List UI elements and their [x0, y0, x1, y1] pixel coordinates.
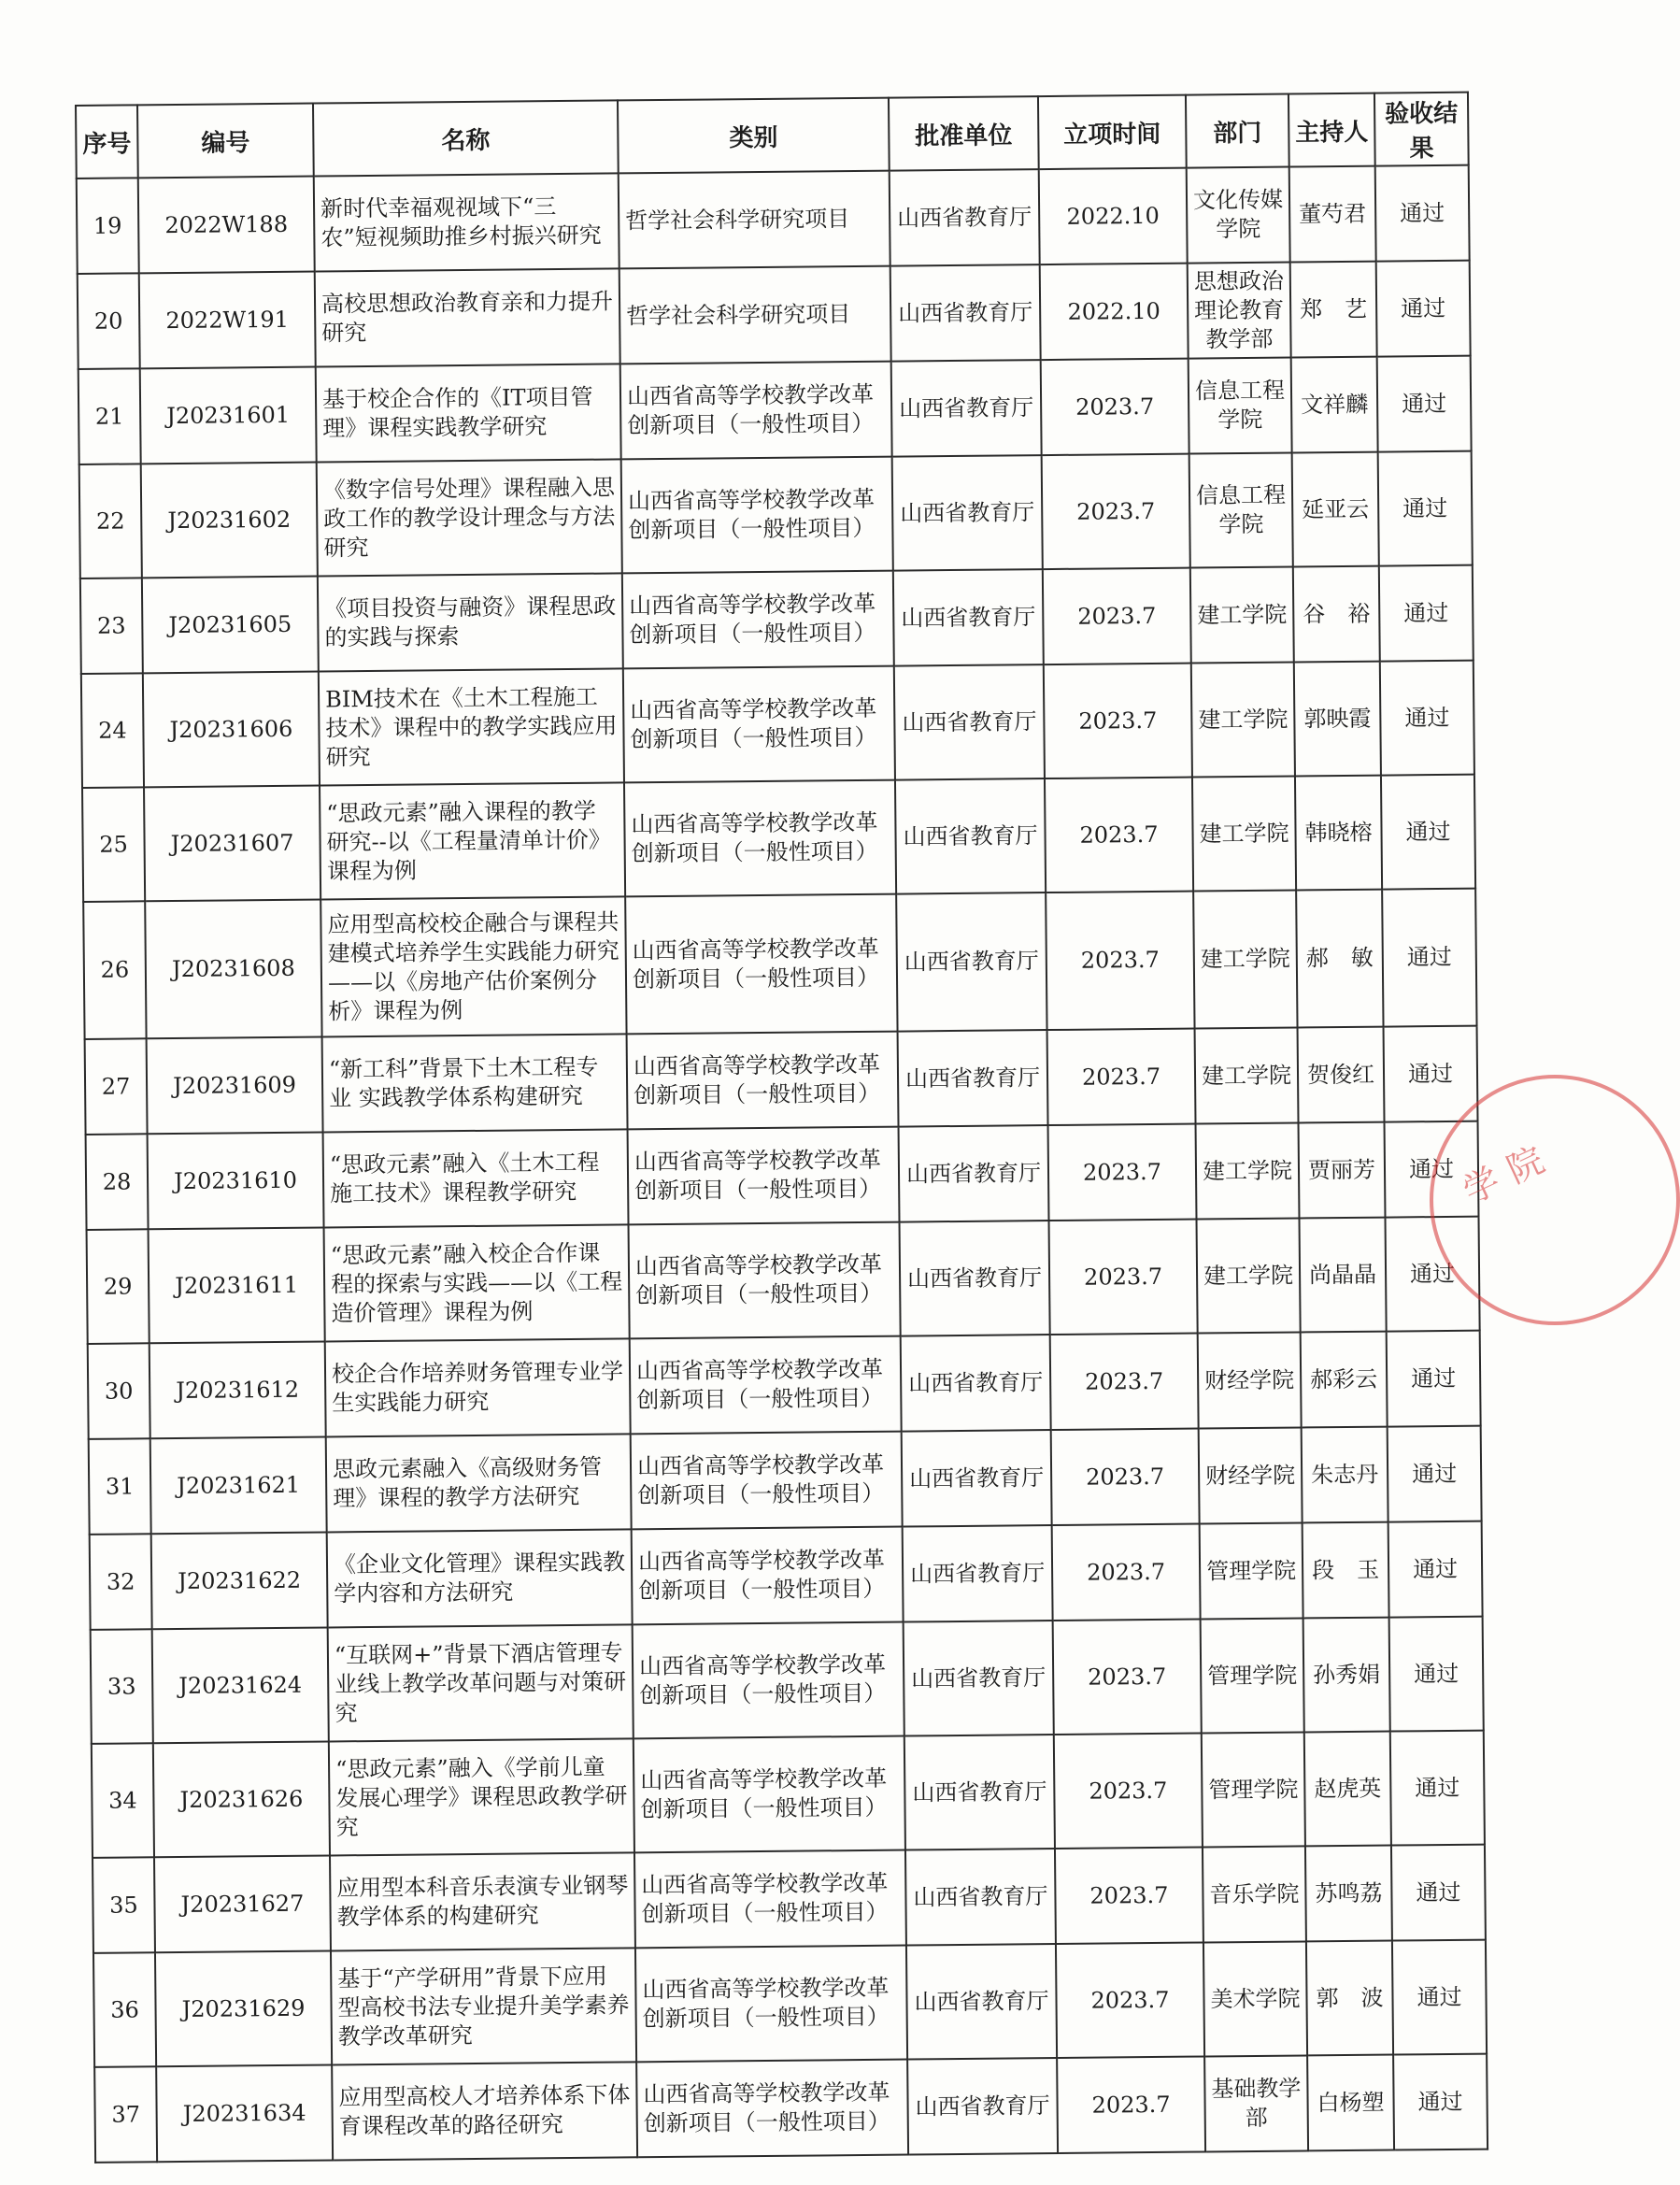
cell-result: 通过 — [1379, 565, 1474, 662]
cell-approver: 山西省教育厅 — [890, 169, 1040, 266]
cell-approver: 山西省教育厅 — [890, 264, 1041, 362]
cell-category: 哲学社会科学研究项目 — [619, 171, 890, 269]
cell-dept: 建工学院 — [1190, 567, 1294, 664]
cell-seq: 30 — [88, 1343, 150, 1439]
cell-dept: 音乐学院 — [1203, 1846, 1306, 1942]
cell-host: 白杨塑 — [1307, 2055, 1394, 2151]
table-row — [93, 1845, 1486, 1953]
cell-seq: 25 — [82, 787, 145, 902]
cell-code: J20231605 — [142, 577, 319, 674]
cell-seq: 36 — [93, 1952, 156, 2067]
cell-name: 思政元素融入《高级财务管理》课程的教学方法研究 — [326, 1434, 632, 1532]
cell-result: 通过 — [1384, 1026, 1478, 1122]
header-result: 验收结果 — [1374, 93, 1469, 166]
cell-date: 2023.7 — [1042, 454, 1190, 570]
cell-date: 2023.7 — [1053, 1620, 1202, 1735]
cell-name: “思政元素”融入课程的教学研究--以《工程量清单计价》课程为例 — [320, 782, 625, 899]
table-row — [87, 1217, 1480, 1344]
cell-result: 通过 — [1387, 1331, 1481, 1427]
cell-host: 尚晶晶 — [1299, 1218, 1386, 1333]
cell-host: 文祥麟 — [1291, 357, 1378, 453]
header-code: 编号 — [137, 104, 314, 179]
cell-name: “思政元素”融入校企合作课程的探索与实践——以《工程造价管理》课程为例 — [324, 1224, 630, 1341]
cell-result: 通过 — [1389, 1617, 1484, 1732]
cell-category: 山西省高等学校教学改革创新项目（一般性项目） — [632, 1527, 904, 1625]
cell-approver: 山西省教育厅 — [894, 664, 1045, 780]
header-row — [76, 93, 1469, 179]
cell-category: 山西省高等学校教学改革创新项目（一般性项目） — [629, 1222, 901, 1339]
cell-date: 2023.7 — [1051, 1429, 1200, 1526]
cell-code: J20231608 — [145, 900, 321, 1039]
cell-host: 朱志丹 — [1302, 1427, 1388, 1523]
cell-host: 韩晓榕 — [1295, 776, 1382, 891]
document-sheet — [75, 92, 1486, 2140]
cell-name: 新时代幸福观视域下“三农”短视频助推乡村振兴研究 — [314, 173, 619, 271]
table-row — [89, 1426, 1482, 1535]
cell-approver: 山西省教育厅 — [904, 1621, 1054, 1736]
cell-date: 2023.7 — [1049, 1220, 1198, 1335]
header-name: 名称 — [313, 100, 619, 176]
table-row — [78, 261, 1471, 369]
cell-approver: 山西省教育厅 — [907, 2058, 1058, 2155]
cell-result: 通过 — [1388, 1426, 1482, 1522]
cell-name: 基于校企合作的《IT项目管理》课程实践教学研究 — [316, 364, 621, 462]
cell-code: J20231606 — [143, 672, 320, 788]
cell-date: 2022.10 — [1039, 168, 1188, 265]
cell-host: 段 玉 — [1303, 1522, 1389, 1619]
header-seq: 序号 — [76, 105, 138, 179]
cell-code: J20231624 — [152, 1627, 329, 1743]
cell-seq: 24 — [81, 673, 144, 788]
cell-host: 郝彩云 — [1301, 1332, 1388, 1428]
cell-approver: 山西省教育厅 — [906, 1944, 1057, 2060]
cell-approver: 山西省教育厅 — [904, 1735, 1055, 1850]
cell-seq: 29 — [87, 1229, 149, 1344]
table-row — [77, 165, 1470, 274]
cell-dept: 财经学院 — [1198, 1332, 1302, 1428]
table-row — [85, 1026, 1478, 1135]
cell-result: 通过 — [1380, 661, 1474, 776]
cell-dept: 思想政治理论教育教学部 — [1188, 263, 1291, 359]
cell-seq: 20 — [78, 273, 140, 369]
header-approver: 批准单位 — [889, 96, 1039, 171]
cell-seq: 23 — [80, 578, 143, 674]
cell-dept: 管理学院 — [1200, 1522, 1303, 1619]
table-row — [92, 1731, 1485, 1858]
cell-code: J20231627 — [154, 1855, 331, 1952]
cell-host: 苏鸣荔 — [1305, 1846, 1392, 1942]
cell-host: 郝 敏 — [1296, 890, 1383, 1028]
cell-name: 应用型高校校企融合与课程共建模式培养学生实践能力研究——以《房地产估价案例分析》课程为例 — [320, 896, 626, 1036]
table-row — [78, 356, 1472, 464]
cell-category: 山西省高等学校教学改革创新项目（一般性项目） — [621, 457, 893, 574]
cell-dept: 文化传媒学院 — [1187, 167, 1290, 264]
cell-name: 基于“产学研用”背景下应用型高校书法专业提升美学素养教学改革研究 — [331, 1948, 636, 2064]
cell-result: 通过 — [1390, 1731, 1485, 1846]
cell-code: J20231610 — [148, 1133, 324, 1230]
cell-code: J20231634 — [156, 2064, 333, 2162]
cell-approver: 山西省教育厅 — [899, 1125, 1049, 1222]
cell-category: 山西省高等学校教学改革创新项目（一般性项目） — [620, 362, 892, 460]
cell-result: 通过 — [1378, 451, 1473, 566]
cell-host: 谷 裕 — [1293, 566, 1380, 663]
cell-dept: 信息工程学院 — [1189, 358, 1292, 454]
cell-result: 通过 — [1391, 1845, 1486, 1941]
cell-date: 2023.7 — [1056, 1942, 1204, 2058]
cell-seq: 34 — [92, 1743, 154, 1858]
cell-category: 山西省高等学校教学改革创新项目（一般性项目） — [627, 1032, 899, 1130]
cell-host: 赵虎英 — [1304, 1732, 1391, 1847]
table-row — [93, 1940, 1487, 2067]
cell-dept: 管理学院 — [1201, 1618, 1304, 1733]
cell-name: 《数字信号处理》课程融入思政工作的教学设计理念与方法研究 — [317, 459, 622, 576]
cell-category: 山西省高等学校教学改革创新项目（一般性项目） — [633, 1622, 904, 1739]
cell-category: 山西省高等学校教学改革创新项目（一般性项目） — [628, 1127, 900, 1225]
cell-code: 2022W188 — [138, 177, 315, 274]
cell-result: 通过 — [1381, 775, 1475, 890]
cell-category: 山西省高等学校教学改革创新项目（一般性项目） — [625, 894, 897, 1035]
cell-approver: 山西省教育厅 — [895, 778, 1046, 894]
cell-code: J20231601 — [140, 367, 317, 464]
cell-code: J20231626 — [153, 1741, 330, 1857]
cell-result: 通过 — [1393, 2054, 1488, 2150]
table-row — [81, 661, 1474, 788]
cell-date: 2023.7 — [1052, 1524, 1201, 1621]
cell-dept: 建工学院 — [1196, 1122, 1300, 1219]
cell-result: 通过 — [1382, 889, 1476, 1027]
cell-category: 山西省高等学校教学改革创新项目（一般性项目） — [635, 1946, 907, 2063]
cell-date: 2023.7 — [1045, 778, 1193, 893]
cell-seq: 22 — [79, 464, 142, 578]
cell-seq: 31 — [89, 1438, 151, 1535]
cell-category: 山西省高等学校教学改革创新项目（一般性项目） — [636, 2060, 908, 2158]
cell-date: 2023.7 — [1043, 568, 1191, 665]
header-host: 主持人 — [1288, 93, 1375, 167]
cell-code: J20231602 — [141, 463, 318, 578]
cell-dept: 建工学院 — [1192, 776, 1296, 891]
cell-category: 山西省高等学校教学改革创新项目（一般性项目） — [622, 571, 894, 669]
table-row — [91, 1617, 1484, 1744]
cell-approver: 山西省教育厅 — [892, 455, 1043, 571]
cell-approver: 山西省教育厅 — [891, 360, 1042, 457]
cell-dept: 建工学院 — [1193, 890, 1297, 1028]
cell-seq: 33 — [91, 1629, 153, 1744]
cell-date: 2022.10 — [1040, 264, 1189, 361]
cell-date: 2023.7 — [1046, 892, 1194, 1031]
cell-host: 孙秀娟 — [1303, 1618, 1390, 1733]
cell-code: J20231607 — [144, 786, 320, 902]
cell-code: J20231622 — [151, 1532, 328, 1629]
cell-code: J20231629 — [155, 1950, 332, 2066]
table-row — [82, 775, 1475, 902]
cell-name: 应用型本科音乐表演专业钢琴教学体系的构建研究 — [330, 1852, 635, 1950]
table-row — [86, 1121, 1479, 1230]
cell-dept: 建工学院 — [1197, 1218, 1301, 1333]
cell-result: 通过 — [1376, 261, 1471, 357]
cell-code: J20231611 — [149, 1227, 325, 1343]
cell-name: “思政元素”融入《土木工程施工技术》课程教学研究 — [323, 1129, 629, 1227]
cell-date: 2023.7 — [1048, 1124, 1197, 1221]
cell-approver: 山西省教育厅 — [902, 1430, 1052, 1527]
cell-code: 2022W191 — [139, 272, 316, 369]
cell-seq: 28 — [86, 1134, 149, 1230]
cell-seq: 27 — [85, 1038, 148, 1135]
cell-result: 通过 — [1385, 1217, 1479, 1332]
cell-dept: 美术学院 — [1203, 1941, 1307, 2056]
cell-name: 高校思想政治教育亲和力提升研究 — [315, 268, 620, 366]
cell-name: “新工科”背景下土木工程专业 实践教学体系构建研究 — [322, 1034, 628, 1132]
cell-dept: 信息工程学院 — [1189, 453, 1293, 568]
cell-host: 郭 波 — [1306, 1941, 1393, 2056]
cell-name: BIM技术在《土木工程施工技术》课程中的教学实践应用研究 — [319, 668, 624, 785]
table-row — [79, 451, 1473, 578]
cell-approver: 山西省教育厅 — [901, 1335, 1051, 1432]
cell-approver: 山西省教育厅 — [903, 1525, 1053, 1622]
cell-result: 通过 — [1385, 1121, 1479, 1218]
cell-dept: 基础教学部 — [1204, 2055, 1308, 2151]
cell-category: 山西省高等学校教学改革创新项目（一般性项目） — [623, 666, 895, 783]
cell-name: “思政元素”融入《学前儿童发展心理学》课程思政教学研究 — [329, 1738, 634, 1855]
cell-seq: 19 — [77, 178, 139, 274]
cell-code: J20231609 — [147, 1037, 323, 1135]
cell-result: 通过 — [1388, 1521, 1483, 1618]
cell-approver: 山西省教育厅 — [900, 1221, 1050, 1336]
table-row — [88, 1331, 1481, 1439]
table-row — [90, 1521, 1483, 1630]
cell-seq: 32 — [90, 1534, 152, 1630]
header-dept: 部门 — [1186, 94, 1289, 168]
cell-category: 哲学社会科学研究项目 — [619, 266, 891, 364]
cell-seq: 21 — [78, 368, 141, 464]
cell-category: 山西省高等学校教学改革创新项目（一般性项目） — [634, 1850, 906, 1949]
cell-date: 2023.7 — [1057, 2056, 1205, 2153]
cell-seq: 26 — [83, 901, 146, 1039]
cell-code: J20231612 — [149, 1341, 326, 1438]
project-table — [75, 92, 1488, 2164]
cell-code: J20231621 — [150, 1436, 327, 1534]
cell-approver: 山西省教育厅 — [896, 893, 1046, 1032]
cell-name: “互联网+”背景下酒店管理专业线上教学改革问题与对策研究 — [328, 1624, 634, 1741]
cell-result: 通过 — [1392, 1940, 1487, 2055]
table-row — [94, 2054, 1488, 2163]
cell-host: 贺俊红 — [1298, 1027, 1385, 1123]
cell-category: 山西省高等学校教学改革创新项目（一般性项目） — [634, 1736, 905, 1853]
cell-approver: 山西省教育厅 — [898, 1030, 1048, 1127]
cell-dept: 建工学院 — [1191, 663, 1295, 778]
cell-name: 《项目投资与融资》课程思政的实践与探索 — [318, 573, 623, 671]
cell-host: 郑 艺 — [1290, 262, 1377, 358]
cell-dept: 财经学院 — [1199, 1427, 1303, 1523]
cell-dept: 建工学院 — [1195, 1027, 1299, 1123]
cell-date: 2023.7 — [1055, 1848, 1203, 1945]
table-row — [80, 565, 1474, 674]
cell-result: 通过 — [1377, 356, 1472, 452]
cell-result: 通过 — [1375, 165, 1470, 262]
cell-seq: 35 — [93, 1857, 155, 1953]
cell-date: 2023.7 — [1041, 359, 1189, 456]
header-date: 立项时间 — [1038, 95, 1187, 170]
cell-host: 董芍君 — [1289, 166, 1376, 263]
cell-name: 校企合作培养财务管理专业学生实践能力研究 — [325, 1338, 631, 1436]
cell-host: 延亚云 — [1292, 452, 1379, 567]
seal-text: 学院 — [1457, 1133, 1562, 1212]
cell-approver: 山西省教育厅 — [905, 1849, 1056, 1946]
cell-category: 山西省高等学校教学改革创新项目（一般性项目） — [624, 780, 896, 897]
cell-seq: 37 — [94, 2066, 157, 2163]
cell-category: 山西省高等学校教学改革创新项目（一般性项目） — [631, 1432, 903, 1530]
cell-dept: 管理学院 — [1202, 1732, 1305, 1847]
table-row — [83, 889, 1476, 1039]
cell-host: 贾丽芳 — [1299, 1122, 1386, 1219]
cell-name: 应用型高校人才培养体系下体育课程改革的路径研究 — [332, 2062, 637, 2160]
cell-date: 2023.7 — [1054, 1734, 1203, 1849]
cell-host: 郭映霞 — [1294, 662, 1381, 777]
cell-name: 《企业文化管理》课程实践教学内容和方法研究 — [327, 1529, 633, 1627]
cell-date: 2023.7 — [1044, 664, 1192, 779]
cell-approver: 山西省教育厅 — [893, 569, 1044, 666]
cell-category: 山西省高等学校教学改革创新项目（一般性项目） — [630, 1336, 902, 1435]
header-category: 类别 — [618, 98, 890, 174]
cell-date: 2023.7 — [1047, 1029, 1196, 1126]
cell-date: 2023.7 — [1050, 1334, 1199, 1431]
